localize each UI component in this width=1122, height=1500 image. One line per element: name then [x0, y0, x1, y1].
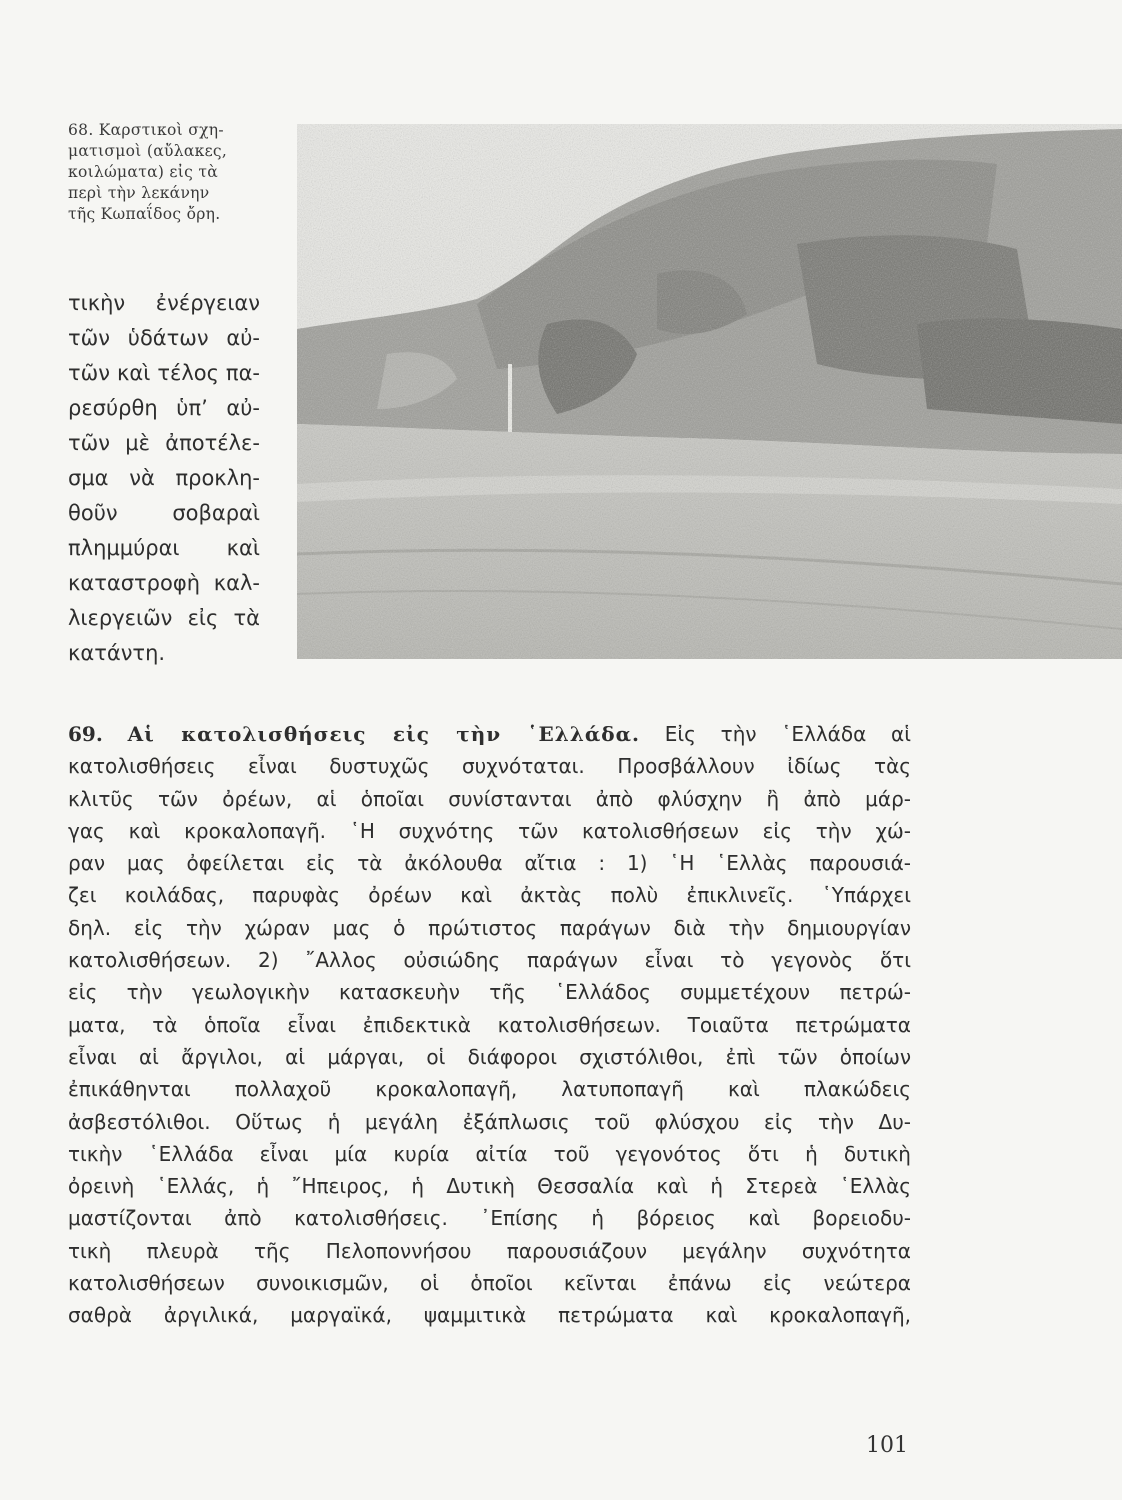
karst-hillside-photo — [297, 124, 1122, 659]
text-line: ρεσύρθη ὑπ’ αὐ- — [68, 396, 260, 420]
text-line: καταστροφὴ καλ- — [68, 571, 260, 595]
text-line: τικὴν ῾Ελλάδα εἶναι μία κυρία αἰτία τοῦ γεγονότος ὅτι ἡ δυτικὴ — [68, 1141, 911, 1166]
text-line: ραν μας ὀφείλεται εἰς τὰ ἀκόλουθα αἴτια : 1) ῾Η ῾Ελλὰς παρουσιά- — [68, 851, 911, 876]
text-line: τικὴ πλευρὰ τῆς Πελοποννήσου παρουσιάζουν μεγάλην συχνότητα — [68, 1238, 911, 1263]
section-number: 69. — [68, 722, 103, 746]
caption-line: τῆς Κωπαΐδος ὄρη. — [68, 205, 221, 223]
text-line: κατολισθήσεων. 2) ῎Αλλος οὐσιώδης παράγων εἶναι τὸ γεγονὸς ὅτι — [68, 948, 911, 973]
text-line: μαστίζονται ἀπὸ κατολισθήσεις. ᾿Επίσης ἡ βόρειος καὶ βορειοδυ- — [68, 1206, 911, 1231]
figure-caption — [68, 120, 268, 225]
text-line: θοῦν σοβαραὶ — [68, 501, 260, 525]
side-paragraph — [68, 286, 260, 671]
text-line: ζει κοιλάδας, παρυφὰς ὀρέων καὶ ἀκτὰς πολὺ ἐπικλινεῖς. ῾Υπάρχει — [68, 883, 911, 908]
text-line: τικὴν ἐνέργειαν — [68, 291, 260, 315]
text-line: κατολισθήσεις εἶναι δυστυχῶς συχνόταται. Προσβάλλουν ἰδίως τὰς — [68, 754, 911, 779]
text-line: τῶν ὑδάτων αὐ- — [68, 326, 260, 350]
text-line: εἶναι αἱ ἄργιλοι, αἱ μάργαι, οἱ διάφοροι σχιστόλιθοι, ἐπὶ τῶν ὁποίων — [68, 1044, 911, 1069]
section-title: Αἱ κατολισθήσεις εἰς τὴν ῾Ελλάδα. — [127, 722, 640, 746]
text-line: σαθρὰ ἀργιλικά, μαργαϊκά, ψαμμιτικὰ πετρώματα καὶ κροκαλοπαγῆ, — [68, 1303, 911, 1328]
text-line-start: Εἰς τὴν ῾Ελλάδα αἱ — [664, 722, 911, 746]
caption-line: ματισμοὶ (αὔλακες, — [68, 142, 228, 160]
section-body — [68, 718, 911, 1332]
text-line: τῶν μὲ ἀποτέλε- — [68, 431, 260, 455]
section-heading-line — [68, 718, 911, 750]
text-line: ἀσβεστόλιθοι. Οὕτως ἡ μεγάλη ἐξάπλωσις τοῦ φλύσχου εἰς τὴν Δυ- — [68, 1109, 911, 1134]
caption-line: κοιλώματα) εἰς τὰ — [68, 163, 218, 181]
text-line: ὀρεινὴ ῾Ελλάς, ἡ ῎Ηπειρος, ἡ Δυτικὴ Θεσσαλία καὶ ἡ Στερεὰ ῾Ελλὰς — [68, 1174, 911, 1199]
text-line: κατάντη. — [68, 641, 166, 665]
text-line: δηλ. εἰς τὴν χώραν μας ὁ πρώτιστος παράγων διὰ τὴν δημιουργίαν — [68, 915, 911, 940]
text-line: γας καὶ κροκαλοπαγῆ. ῾Η συχνότης τῶν κατολισθήσεων εἰς τὴν χώ- — [68, 818, 911, 843]
page-number: 101 — [866, 1433, 908, 1458]
caption-line: περὶ τὴν λεκάνην — [68, 184, 210, 202]
text-line: τῶν καὶ τέλος πα- — [68, 361, 260, 385]
text-line: σμα νὰ προκλη- — [68, 466, 260, 490]
text-line: εἰς τὴν γεωλογικὴν κατασκευὴν τῆς ῾Ελλάδος συμμετέχουν πετρώ- — [68, 980, 911, 1005]
text-line: πλημμύραι καὶ — [68, 536, 260, 560]
text-line: κλιτῦς τῶν ὀρέων, αἱ ὁποῖαι συνίστανται ἀπὸ φλύσχην ἢ ἀπὸ μάρ- — [68, 786, 911, 811]
text-line: λιεργειῶν εἰς τὰ — [68, 606, 260, 630]
text-line: ἐπικάθηνται πολλαχοῦ κροκαλοπαγῆ, λατυποπαγῆ καὶ πλακώδεις — [68, 1077, 911, 1102]
caption-line: 68. Καρστικοὶ σχη- — [68, 121, 224, 139]
text-line: κατολισθήσεων συνοικισμῶν, οἱ ὁποῖοι κεῖνται ἐπάνω εἰς νεώτερα — [68, 1271, 911, 1296]
text-line: ματα, τὰ ὁποῖα εἶναι ἐπιδεκτικὰ κατολισθήσεων. Τοιαῦτα πετρώματα — [68, 1012, 911, 1037]
